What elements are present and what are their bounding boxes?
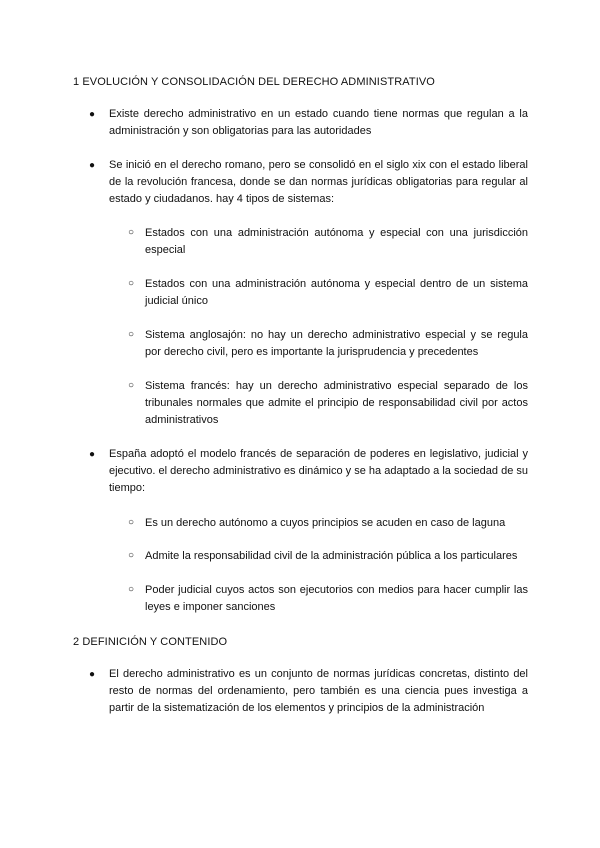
circle-bullet-icon: ○ (128, 550, 135, 561)
circle-bullet-icon: ○ (128, 329, 135, 340)
sub-list-item (128, 582, 528, 616)
sub-list-item (128, 378, 528, 429)
sub-list-item-text: Admite la responsabilidad civil de la administración pública a los particulares (145, 550, 518, 562)
circle-bullet-icon: ○ (128, 584, 135, 595)
sub-list-item-text: Estados con una administración autónoma y especial dentro de un sistema judicial único (145, 278, 528, 307)
list-item-text: El derecho administrativo es un conjunto de normas jurídicas concretas, distinto del resto de normas del ordenamiento, pero también es una ciencia pues investiga a partir de la sistematización de los elementos y principios de la administración (109, 668, 528, 714)
sub-list-item-text: Estados con una administración autónoma y especial con una jurisdicción especial (145, 227, 528, 256)
sub-list-item (128, 276, 528, 310)
list-item-text: España adoptó el modelo francés de separación de poderes en legislativo, judicial y ejecutivo. el derecho administrativo es dinámico y se ha adaptado a la sociedad de su tiempo: (109, 448, 528, 494)
section-1-title: 1 EVOLUCIÓN Y CONSOLIDACIÓN DEL DERECHO ADMINISTRATIVO (73, 76, 435, 88)
sub-list-item (128, 515, 528, 532)
list-item (89, 106, 528, 140)
sub-list-item-text: Sistema anglosajón: no hay un derecho administrativo especial y se regula por derecho civil, pero es importante la jurisprudencia y precedentes (145, 329, 528, 358)
sub-list-item (128, 548, 528, 565)
sub-list-item (128, 327, 528, 361)
list-item (89, 157, 528, 208)
bullet-icon: ● (89, 669, 96, 680)
circle-bullet-icon: ○ (128, 517, 135, 528)
circle-bullet-icon: ○ (128, 278, 135, 289)
sub-list-item-text: Poder judicial cuyos actos son ejecutorios con medios para hacer cumplir las leyes e imponer sanciones (145, 584, 528, 613)
circle-bullet-icon: ○ (128, 227, 135, 238)
bullet-icon: ● (89, 449, 96, 460)
list-item (89, 446, 528, 497)
list-item (89, 666, 528, 717)
list-item-text: Se inició en el derecho romano, pero se consolidó en el siglo xix con el estado liberal de la revolución francesa, donde se dan normas jurídicas obligatorias para regular al estado y ciudadanos. hay 4 tipos de sistemas: (109, 159, 528, 205)
sub-list-item (128, 225, 528, 259)
bullet-icon: ● (89, 109, 96, 120)
sub-list-item-text: Es un derecho autónomo a cuyos principios se acuden en caso de laguna (145, 517, 506, 529)
section-2-title: 2 DEFINICIÓN Y CONTENIDO (73, 636, 228, 648)
list-item-text: Existe derecho administrativo en un estado cuando tiene normas que regulan a la administración y son obligatorias para las autoridades (109, 108, 528, 137)
sub-list-item-text: Sistema francés: hay un derecho administrativo especial separado de los tribunales normales que admite el principio de responsabilidad civil por actos administrativos (145, 380, 528, 426)
bullet-icon: ● (89, 160, 96, 171)
circle-bullet-icon: ○ (128, 380, 135, 391)
